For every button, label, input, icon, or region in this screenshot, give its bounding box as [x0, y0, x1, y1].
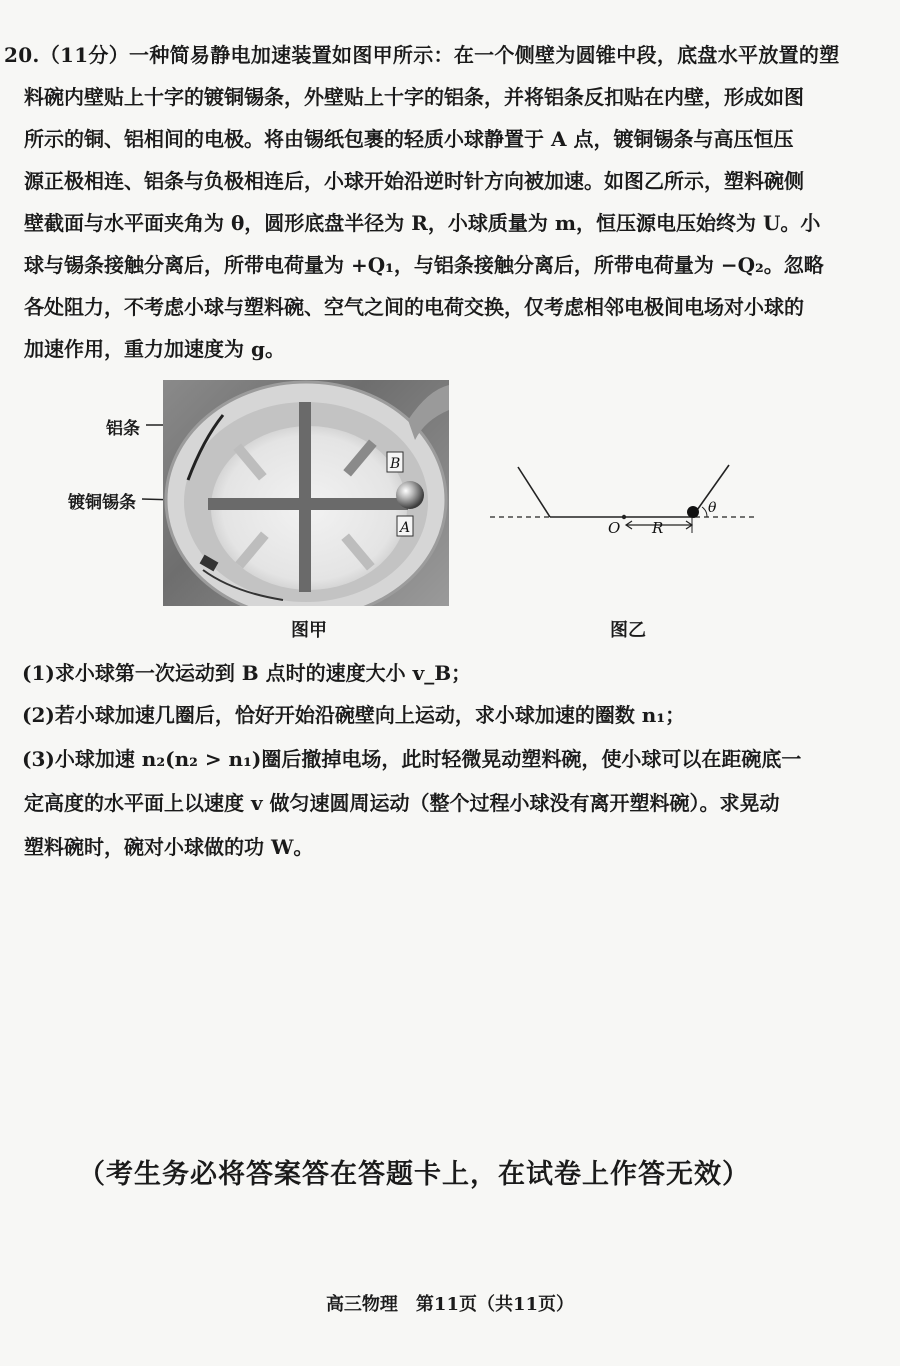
point-a-label: A [400, 520, 411, 536]
problem-line: 球与锡条接触分离后，所带电荷量为 +Q₁，与铝条接触分离后，所带电荷量为 −Q₂。忽略 [24, 253, 824, 277]
question-line: (3)小球加速 n₂(n₂ > n₁)圈后撤掉电场，此时轻微晃动塑料碗，使小球可以在距碗底一 [22, 747, 802, 771]
problem-line: 各处阻力，不考虑小球与塑料碗、空气之间的电荷交换，仅考虑相邻电极间电场对小球的 [24, 295, 804, 319]
figure-b-diagram [480, 455, 780, 565]
figure-a-photo [163, 380, 449, 606]
question-line: (1)求小球第一次运动到 B 点时的速度大小 v_B； [22, 661, 472, 685]
problem-line: 20.（11分）一种简易静电加速装置如图甲所示：在一个侧壁为圆锥中段，底盘水平放置的塑 [4, 43, 840, 67]
label-copper-strip: 镀铜锡条 [68, 493, 136, 513]
radius-r-label: R [652, 519, 664, 537]
angle-theta-label: θ [708, 500, 717, 516]
point-o-label: O [608, 519, 621, 537]
problem-line: 源正极相连、铝条与负极相连后，小球开始沿逆时针方向被加速。如图乙所示，塑料碗侧 [24, 169, 804, 193]
question-line: 定高度的水平面上以速度 v 做匀速圆周运动（整个过程小球没有离开塑料碗）。求晃动 [24, 791, 780, 815]
problem-line: 所示的铜、铝相间的电极。将由锡纸包裹的轻质小球静置于 A 点，镀铜锡条与高压恒压 [24, 127, 794, 151]
question-line: (2)若小球加速几圈后，恰好开始沿碗壁向上运动，求小球加速的圈数 n₁； [22, 703, 686, 727]
page-footer: 高三物理 第11页（共11页） [325, 1294, 575, 1315]
answer-notice: （考生务必将答案答在答题卡上，在试卷上作答无效） [78, 1159, 750, 1190]
problem-line: 料碗内壁贴上十字的镀铜锡条，外壁贴上十字的铝条，并将铝条反扣贴在内壁，形成如图 [24, 85, 804, 109]
problem-line: 加速作用，重力加速度为 g。 [24, 337, 285, 361]
problem-line: 壁截面与水平面夹角为 θ，圆形底盘半径为 R，小球质量为 m，恒压源电压始终为 U。小 [24, 211, 821, 235]
figure-a-caption: 图甲 [291, 620, 327, 641]
figure-b-caption: 图乙 [610, 620, 646, 641]
point-b-label: B [390, 456, 401, 472]
label-aluminum-strip: 铝条 [106, 419, 140, 439]
question-line: 塑料碗时，碗对小球做的功 W。 [24, 835, 314, 859]
